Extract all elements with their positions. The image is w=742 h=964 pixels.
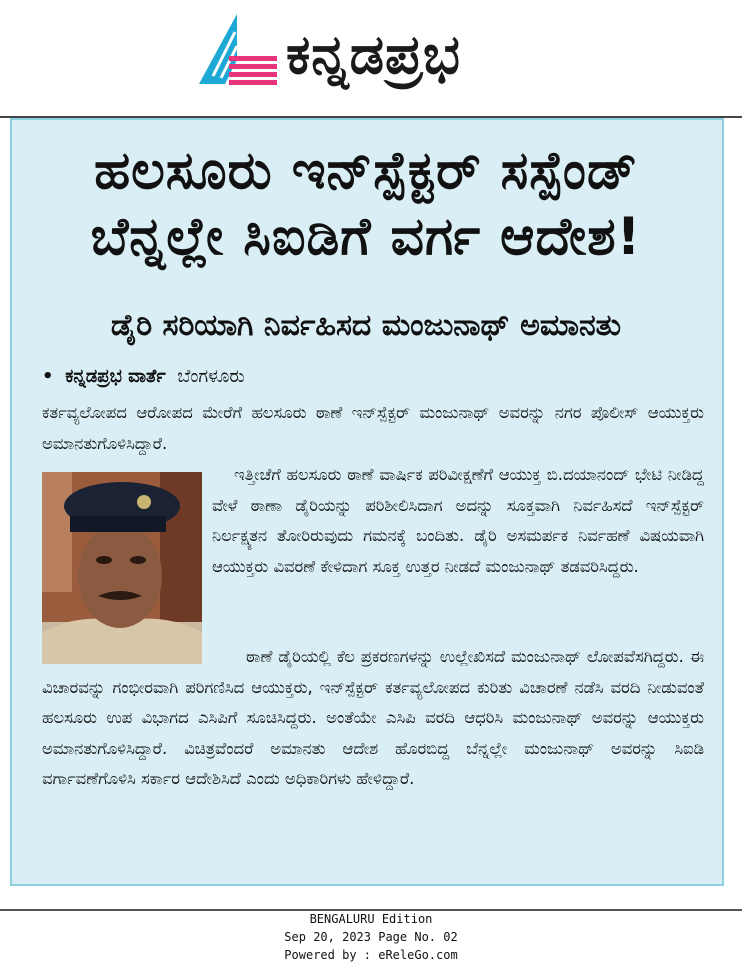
article-subheadline: ಡೈರಿ ಸರಿಯಾಗಿ ನಿರ್ವಹಿಸದ ಮಂಜುನಾಥ್ ಅಮಾನತು [110,308,622,343]
edition-label: BENGALURU Edition [309,912,433,926]
kannadaprabha-logo-icon [195,12,279,90]
portrait-image [42,472,202,664]
inspector-photo [42,472,202,664]
news-article [10,118,724,886]
article-paragraph: ಕರ್ತವ್ಯಲೋಪದ ಆರೋಪದ ಮೇರೆಗೆ ಹಲಸೂರು ಠಾಣೆ ಇನ್‌ಸ್ಪೆಕ್ಟರ್ ಮಂಜುನಾಥ್ ಅವರನ್ನು ನಗರ ಪೊಲೀಸ್ ಆಯುಕ್ತರು ಅಮಾನತುಗೊಳಿಸಿದ್ದಾರೆ. [42,403,704,453]
byline-source: ಕನ್ನಡಪ್ರಭ ವಾರ್ತೆ [65,366,166,387]
date-page-label: Sep 20, 2023 Page No. 02 [284,930,458,944]
article-byline [42,364,245,390]
byline-bullet: • [42,366,54,387]
masthead [0,0,742,116]
byline-place: ಬೆಂಗಳೂರು [177,366,245,387]
edition-footer [0,910,742,964]
powered-by-label: Powered by : eReleGo.com [284,948,458,962]
article-headline: ಹಲಸೂರು ಇನ್‌ಸ್ಪೆಕ್ಟರ್ ಸಸ್ಪೆಂಡ್ ಬೆನ್ನಲ್ಲೇ ಸಿಐಡಿಗೆ ವರ್ಗ ಆದೇಶ! [90,141,642,267]
article-paragraph: ಇತ್ತೀಚೆಗೆ ಹಲಸೂರು ಠಾಣೆ ವಾರ್ಷಿಕ ಪರಿವೀಕ್ಷಣೆಗೆ ಆಯುಕ್ತ ಬಿ.ದಯಾನಂದ್ ಭೇಟಿ ನೀಡಿದ್ದ ವೇಳೆ ಠಾಣಾ ಡೈರಿಯನ್ನು ಪರಿಶೀಲಿಸಿದಾಗ ಅದನ್ನು ಸೂಕ್ತವಾಗಿ ನಿರ್ವಹಿಸದೆ ಇನ್‌ಸ್ಪೆಕ್ಟರ್ ನಿರ್ಲಕ್ಷ್ಯತನ ತೋರಿರುವುದು ಗಮನಕ್ಕೆ ಬಂದಿತು. ಡೈರಿ ಅಸಮರ್ಪಕ ನಿರ್ವಹಣೆ ವಿಷಯವಾಗಿ ಆಯುಕ್ತರು ವಿವರಣೆ ಕೇಳಿದಾಗ ಸೂಕ್ತ ಉತ್ತರ ನೀಡದೆ ಮಂಜುನಾಥ್ ತಡವರಿಸಿದ್ದರು. [212,465,704,576]
article-paragraph: ಠಾಣೆ ಡೈರಿಯಲ್ಲಿ ಕೆಲ ಪ್ರಕರಣಗಳನ್ನು ಉಲ್ಲೇಖಿಸದೆ ಮಂಜುನಾಥ್ ಲೋಪವೆಸಗಿದ್ದರು. ಈ ವಿಚಾರವನ್ನು ಗಂಭೀರವಾಗಿ ಪರಿಗಣಿಸಿದ ಆಯುಕ್ತರು, ಇನ್‌ಸ್ಪೆಕ್ಟರ್ ಕರ್ತವ್ಯಲೋಪದ ಕುರಿತು ವಿಚಾರಣೆ ನಡೆಸಿ ವರದಿ ನೀಡುವಂತೆ ಹಲಸೂರು ಉಪ ವಿಭಾಗದ ಎಸಿಪಿಗೆ ಸೂಚಿಸಿದ್ದರು. ಅಂತೆಯೇ ಎಸಿಪಿ ವರದಿ ಆಧರಿಸಿ ಮಂಜುನಾಥ್ ಅವರನ್ನು ಆಯುಕ್ತರು ಅಮಾನತುಗೊಳಿಸಿದ್ದಾರೆ. ವಿಚಿತ್ರವೆಂದರೆ ಅಮಾನತು ಆದೇಶ ಹೊರಬಿದ್ದ ಬೆನ್ನಲ್ಲೇ ಮಂಜುನಾಥ್ ಅವರನ್ನು ಸಿಐಡಿ ವರ್ಗಾವಣೆಗೊಳಿಸಿ ಸರ್ಕಾರ ಆದೇಶಿಸಿದೆ ಎಂದು ಅಧಿಕಾರಿಗಳು ಹೇಳಿದ್ದಾರೆ. [42,647,704,788]
brand-title: ಕನ್ನಡಪ್ರಭ [286,23,461,86]
